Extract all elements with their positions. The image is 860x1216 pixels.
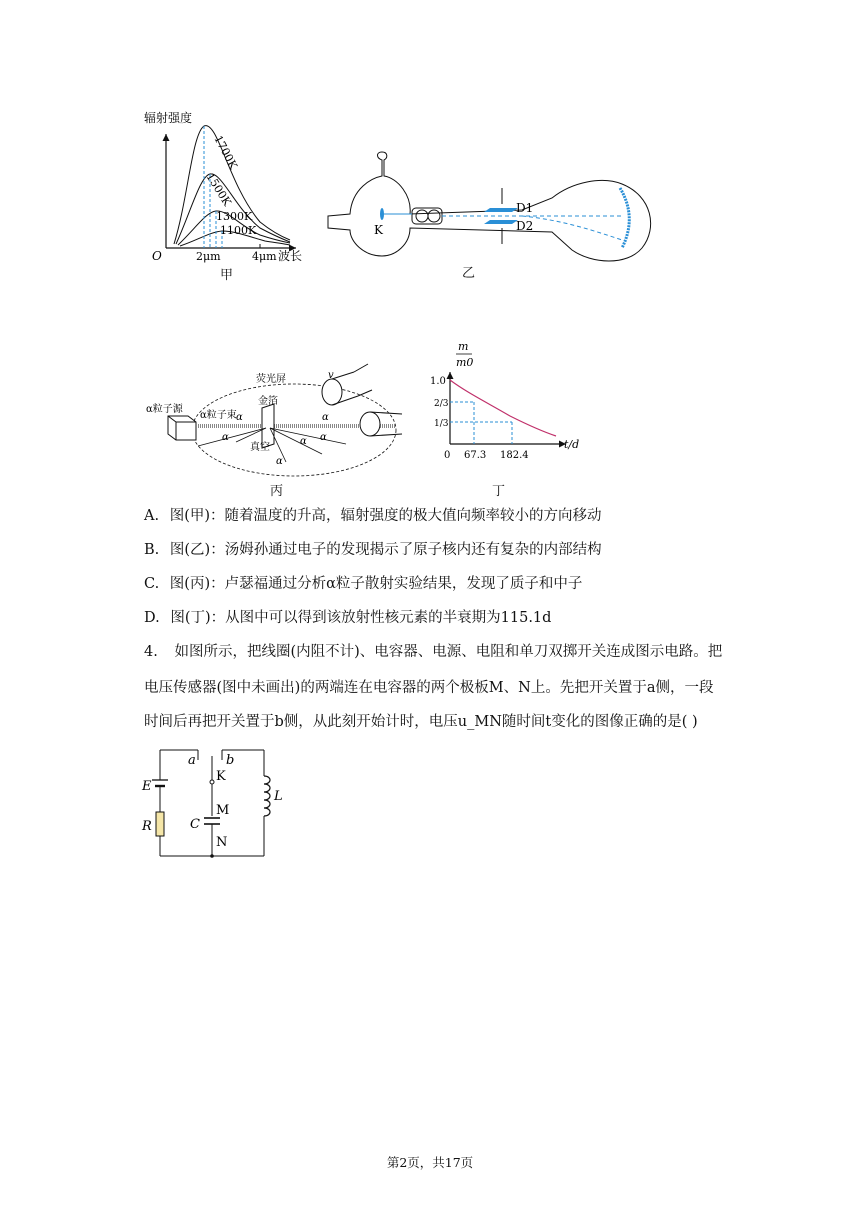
caption-jia: 甲	[220, 268, 234, 283]
curve-label-1700K: 1700K	[211, 133, 240, 172]
origin-label: O	[152, 249, 162, 263]
option-b-text: 图(乙)：汤姆孙通过电子的发现揭示了原子核内还有复杂的内部结构	[169, 542, 602, 558]
x-axis-label: t/d	[564, 438, 580, 451]
label-vacuum: 真空	[250, 442, 270, 453]
option-c[interactable]	[144, 574, 582, 594]
cathode-ray-tube	[322, 148, 662, 278]
label-foil: 金箔	[258, 396, 278, 407]
option-c-text: 图(丙)：卢瑟福通过分析α粒子散射实验结果，发现了质子和中子	[169, 576, 583, 592]
label-C: C	[190, 817, 200, 832]
option-d[interactable]	[144, 608, 551, 628]
label-b: b	[226, 753, 235, 768]
question-4-number: 4.	[144, 644, 158, 660]
label-R: R	[142, 819, 152, 834]
question-4-line-1	[144, 642, 722, 662]
caption-yi: 乙	[462, 266, 476, 281]
label-alpha-5: α	[320, 432, 327, 443]
option-d-text: 图(丁)：从图中可以得到该放射性核元素的半衰期为115.1d	[170, 610, 552, 626]
question-4-line-3: 时间后再把开关置于b侧，从此刻开始计时，电压u_MN随时间t变化的图像正确的是( )	[144, 714, 698, 730]
blackbody-graph	[140, 104, 310, 284]
lc-circuit-diagram	[140, 746, 283, 866]
caption-bing: 丙	[270, 484, 284, 499]
figure-ding	[426, 340, 586, 500]
y-tick-1: 1.0	[430, 376, 446, 387]
label-alpha-4: α	[300, 436, 307, 447]
label-E: E	[142, 779, 152, 794]
lc-circuit-figure	[140, 746, 283, 866]
curve-label-1500K: 1500K	[203, 170, 234, 209]
caption-ding: 丁	[492, 484, 506, 499]
option-d-letter: D.	[144, 610, 160, 626]
label-D1: D1	[516, 201, 534, 215]
option-a-text: 图(甲)：随着温度的升高，辐射强度的极大值向频率较小的方向移动	[169, 508, 602, 524]
y-label-num: m	[458, 340, 469, 353]
figure-bing	[146, 364, 416, 499]
y-label-den: m0	[456, 356, 474, 369]
y-tick-1-3: 1/3	[434, 419, 449, 429]
label-M: M	[216, 803, 230, 818]
figure-jia	[140, 104, 310, 284]
origin: 0	[444, 450, 451, 461]
label-alpha-3: α	[276, 456, 283, 467]
label-a: a	[188, 753, 196, 768]
label-alpha-2: α	[222, 432, 229, 443]
curve-label-1300K: 1300K	[216, 210, 253, 223]
x-tick-67: 67.3	[464, 450, 487, 461]
curve-label-1100K: 1100K	[220, 224, 257, 237]
label-L: L	[274, 789, 283, 804]
x-axis-label: 波长	[278, 249, 303, 263]
x-tick-182: 182.4	[500, 450, 529, 461]
label-N: N	[216, 835, 228, 850]
option-c-letter: C.	[144, 576, 160, 592]
label-source: α粒子源	[146, 404, 183, 415]
option-a-letter: A.	[144, 508, 160, 524]
alpha-scattering-diagram	[146, 364, 416, 499]
y-tick-2-3: 2/3	[434, 399, 449, 409]
figure-yi	[322, 148, 662, 281]
option-a[interactable]	[144, 506, 602, 526]
decay-graph	[426, 340, 586, 500]
x-tick-2um: 2μm	[196, 250, 221, 263]
option-b[interactable]	[144, 540, 602, 560]
question-4-line-2: 电压传感器(图中未画出)的两端连在电容器的两个极板M、N上。先把开关置于a侧，一段	[144, 680, 714, 696]
label-beam: α粒子束	[200, 410, 237, 421]
label-v: v	[328, 370, 334, 381]
label-alpha-1: α	[236, 412, 243, 423]
label-K: K	[216, 769, 226, 784]
label-D2: D2	[516, 219, 534, 233]
label-K: K	[374, 223, 383, 237]
x-tick-4um: 4μm	[252, 250, 277, 263]
page-footer: 第2页，共17页	[386, 1155, 474, 1170]
y-axis-label: 辐射强度	[144, 111, 193, 125]
option-b-letter: B.	[144, 542, 160, 558]
label-screen: 荧光屏	[256, 374, 286, 385]
question-4-text-1: 如图所示，把线圈(内阻不计)、电容器、电源、电阻和单刀双掷开关连成图示电路。把	[174, 644, 723, 660]
label-alpha-6: α	[322, 412, 329, 423]
